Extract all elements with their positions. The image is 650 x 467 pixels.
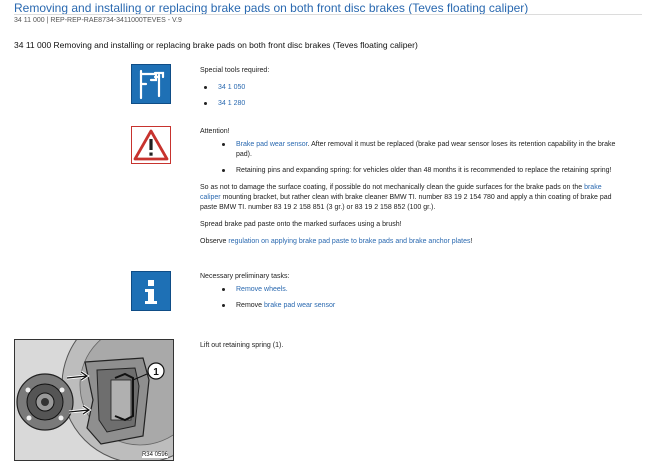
special-tools-label: Special tools required: [200,67,270,74]
coating-note-cont: mounting bracket, but rather clean with brake cleaner BMW TI. number 83 19 2 154 780 and apply a thin coating of brake pad paste BMW TI. number 83 19 2 158 851 (3 gr.) or 83 19 2 158 852 (100 gr.). [200,194,612,211]
special-tools-section [200,66,269,109]
caliper-tools-icon [131,64,171,104]
remove-wear-sensor-link[interactable]: brake pad wear sensor [264,302,336,309]
observe-label: Observe [200,238,229,245]
brake-caliper-photo [14,339,174,461]
attention-label: Attention! [200,128,230,135]
remove-wheels-link[interactable]: Remove wheels. [236,286,288,293]
wear-sensor-link[interactable]: Brake pad wear sensor [236,141,308,148]
attention-section [200,127,620,247]
page-title: Removing and installing or replacing brake pads on both front disc brakes (Teves floating caliper) [14,1,529,15]
attention-bullet-1: . After removal it must be replaced (brake pad wear sensor loses its retention capability in the brake pad). [236,141,616,158]
image-code: R34 0596 [141,452,168,458]
document-heading: 34 11 000 Removing and installing or replacing brake pads on both front disc brakes (Teves floating caliper) [14,40,418,50]
preliminary-label: Necessary preliminary tasks: [200,273,290,280]
callout-number: 1 [153,367,159,378]
coating-note: So as not to damage the surface coating, if possible do not mechanically clean the guide surfaces for the brake pads on the [200,184,585,191]
remove-label: Remove [236,302,265,309]
tool-link-34-1-050[interactable]: 34 1 050 [218,84,246,91]
paste-regulation-link[interactable]: regulation on applying brake pad paste to brake pads and brake anchor plates [228,238,471,245]
warning-icon [131,126,171,164]
attention-bullet-2: Retaining pins and expanding spring: for vehicles older than 48 months it is recommended to replace the retaining spring! [236,167,612,174]
tool-link-34-1-280[interactable]: 34 1 280 [218,100,246,107]
preliminary-section [200,272,335,311]
observe-end: ! [470,238,473,245]
paste-instruction: Spread brake pad paste onto the marked surfaces using a brush! [200,221,402,228]
step-instruction: Lift out retaining spring (1). [200,342,284,349]
brake-caliper-link[interactable]: brake caliper [200,184,602,201]
info-icon [131,271,171,311]
document-id: 34 11 000 | REP-REP-RAE8734-3411000TEVES - V.9 [14,17,182,24]
title-divider [14,14,642,15]
